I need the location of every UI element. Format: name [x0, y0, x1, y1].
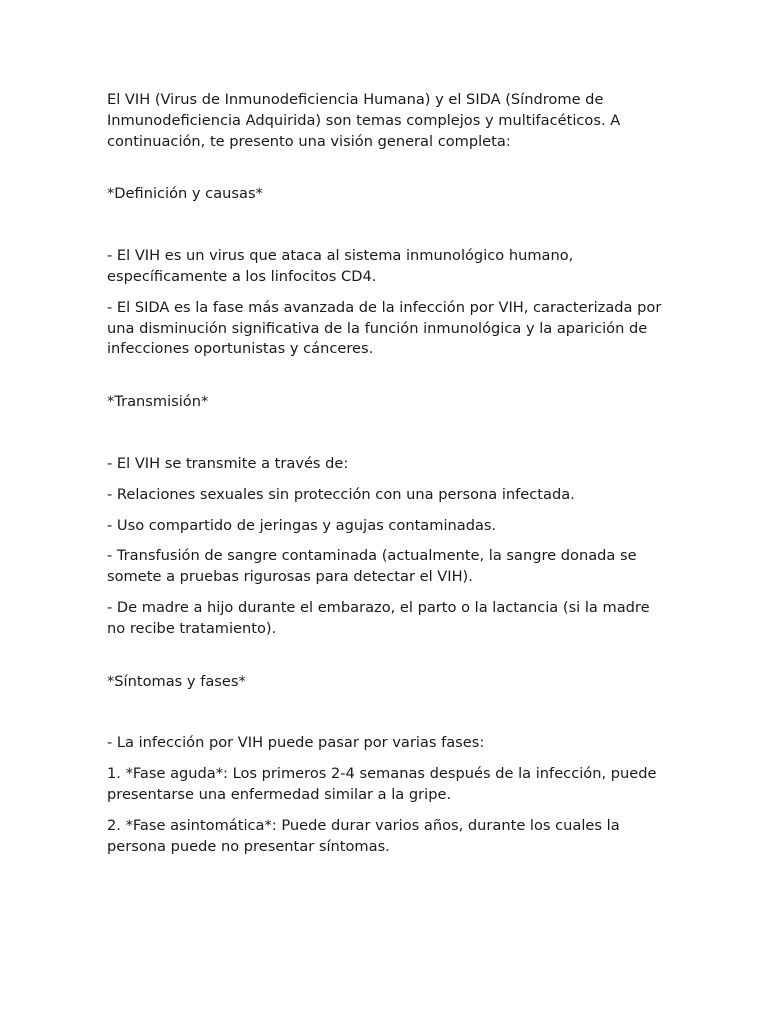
list-item: - Relaciones sexuales sin protección con una persona infectada.	[107, 485, 575, 503]
list-item: - Transfusión de sangre contaminada (actualmente, la sangre donada se somete a pruebas rigurosas para detectar el VIH).	[107, 547, 637, 586]
list-item: - De madre a hijo durante el embarazo, el parto o la lactancia (si la madre no recibe tratamiento).	[107, 598, 650, 637]
intro-paragraph: El VIH (Virus de Inmunodeficiencia Humana) y el SIDA (Síndrome de Inmunodeficiencia Adquirida) son temas complejos y multifacéticos. A continuación, te presento una visión general completa:	[107, 91, 621, 150]
list-item: 1. *Fase aguda*: Los primeros 2-4 semanas después de la infección, puede presentarse una enfermedad similar a la gripe.	[107, 765, 657, 803]
list-item: - El VIH se transmite a través de:	[107, 454, 349, 472]
section-heading-transmision: *Transmisión*	[107, 393, 209, 411]
section-heading-sintomas: *Síntomas y fases*	[107, 672, 246, 690]
document-body	[107, 90, 667, 867]
list-item: - Uso compartido de jeringas y agujas contaminadas.	[107, 516, 497, 534]
list-item: - El VIH es un virus que ataca al sistema inmunológico humano, específicamente a los linfocitos CD4.	[107, 247, 574, 285]
list-item: 2. *Fase asintomática*: Puede durar varios años, durante los cuales la persona puede no presentar síntomas.	[107, 816, 620, 855]
list-item: - La infección por VIH puede pasar por varias fases:	[107, 734, 485, 752]
section-heading-definicion: *Definición y causas*	[107, 185, 263, 203]
list-item: - El SIDA es la fase más avanzada de la infección por VIH, caracterizada por una disminución significativa de la función inmunológica y la aparición de infecciones oportunistas y cánceres.	[107, 298, 662, 358]
